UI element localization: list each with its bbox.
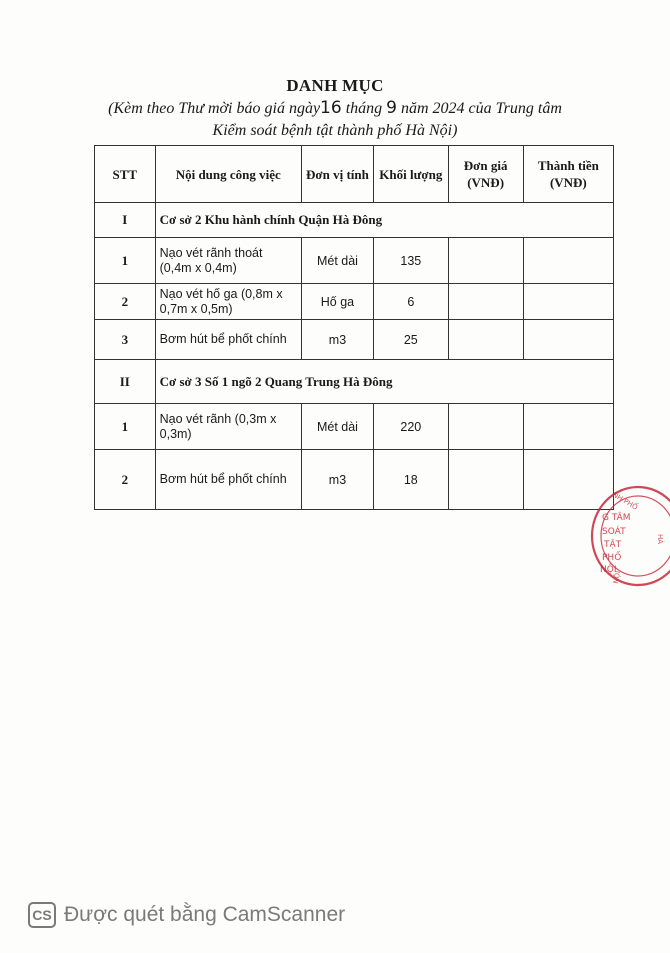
row-total: [523, 284, 613, 320]
row-stt: 2: [95, 450, 156, 510]
col-header-unit: Đơn vị tính: [301, 146, 373, 203]
table-row: [95, 450, 614, 510]
svg-text:TẬT: TẬT: [604, 540, 622, 550]
row-price: [448, 320, 523, 360]
row-stt: 3: [95, 320, 156, 360]
col-header-price: Đơn giá (VNĐ): [448, 146, 523, 203]
section-row: [95, 203, 614, 238]
row-qty: 220: [374, 404, 448, 450]
section-title: Cơ sở 2 Khu hành chính Quận Hà Đông: [155, 203, 613, 238]
table-row: [95, 404, 614, 450]
subtitle-text-1: (Kèm theo Thư mời báo giá ngày: [108, 100, 321, 117]
row-unit: m3: [301, 320, 373, 360]
row-content: Nạo vét rãnh (0,3m x 0,3m): [155, 404, 301, 450]
section-row: [95, 360, 614, 404]
col-header-stt: STT: [95, 146, 156, 203]
row-total: [523, 320, 613, 360]
row-content: Bơm hút bể phốt chính: [155, 450, 301, 510]
svg-text:NỘI: NỘI: [600, 565, 617, 575]
svg-text:NỘI: NỘI: [612, 570, 623, 585]
handwritten-day: 16: [320, 98, 342, 118]
camscanner-logo-icon: CS: [28, 902, 56, 928]
scanner-watermark: [28, 902, 345, 928]
section-title: Cơ sở 3 Số 1 ngõ 2 Quang Trung Hà Đông: [155, 360, 613, 404]
subtitle-line-2: Kiểm soát bệnh tật thành phố Hà Nội): [212, 122, 458, 139]
subtitle-line-1: [0, 97, 670, 120]
row-content: Bơm hút bể phốt chính: [155, 320, 301, 360]
table-row: [95, 238, 614, 284]
document-subtitle: [0, 97, 670, 142]
table-header-row: [95, 146, 614, 203]
svg-text:PHỐ: PHỐ: [602, 553, 622, 563]
row-qty: 6: [374, 284, 448, 320]
row-content: Nạo vét hố ga (0,8m x 0,7m x 0,5m): [155, 284, 301, 320]
row-price: [448, 238, 523, 284]
row-stt: 2: [95, 284, 156, 320]
section-stt: I: [95, 203, 156, 238]
svg-text:G TÂM: G TÂM: [602, 513, 631, 523]
row-unit: Mét dài: [301, 404, 373, 450]
subtitle-text-3: năm 2024 của Trung tâm: [400, 100, 562, 117]
table-row: [95, 284, 614, 320]
row-stt: 1: [95, 238, 156, 284]
col-header-total: Thành tiền (VNĐ): [523, 146, 613, 203]
row-unit: Mét dài: [301, 238, 373, 284]
col-header-qty: Khối lượng: [374, 146, 448, 203]
handwritten-month: 9: [386, 98, 397, 118]
row-qty: 25: [374, 320, 448, 360]
row-stt: 1: [95, 404, 156, 450]
row-qty: 135: [374, 238, 448, 284]
svg-text:HÀ: HÀ: [656, 534, 664, 545]
col-header-content: Nội dung công việc: [155, 146, 301, 203]
row-unit: Hố ga: [301, 284, 373, 320]
row-price: [448, 404, 523, 450]
svg-text:NH PHỐ: NH PHỐ: [611, 490, 640, 512]
row-price: [448, 284, 523, 320]
row-total: [523, 404, 613, 450]
row-content: Nạo vét rãnh thoát (0,4m x 0,4m): [155, 238, 301, 284]
work-list-table: [94, 145, 614, 510]
section-stt: II: [95, 360, 156, 404]
table-row: [95, 320, 614, 360]
scanner-watermark-text: Được quét bằng CamScanner: [64, 903, 346, 926]
row-total: [523, 238, 613, 284]
official-seal-stamp: [588, 484, 670, 588]
seal-icon: [588, 484, 670, 588]
row-unit: m3: [301, 450, 373, 510]
row-qty: 18: [374, 450, 448, 510]
svg-text:SOÁT: SOÁT: [602, 527, 626, 537]
row-price: [448, 450, 523, 510]
document-title: DANH MỤC: [286, 76, 384, 95]
subtitle-text-2: tháng: [345, 100, 383, 117]
